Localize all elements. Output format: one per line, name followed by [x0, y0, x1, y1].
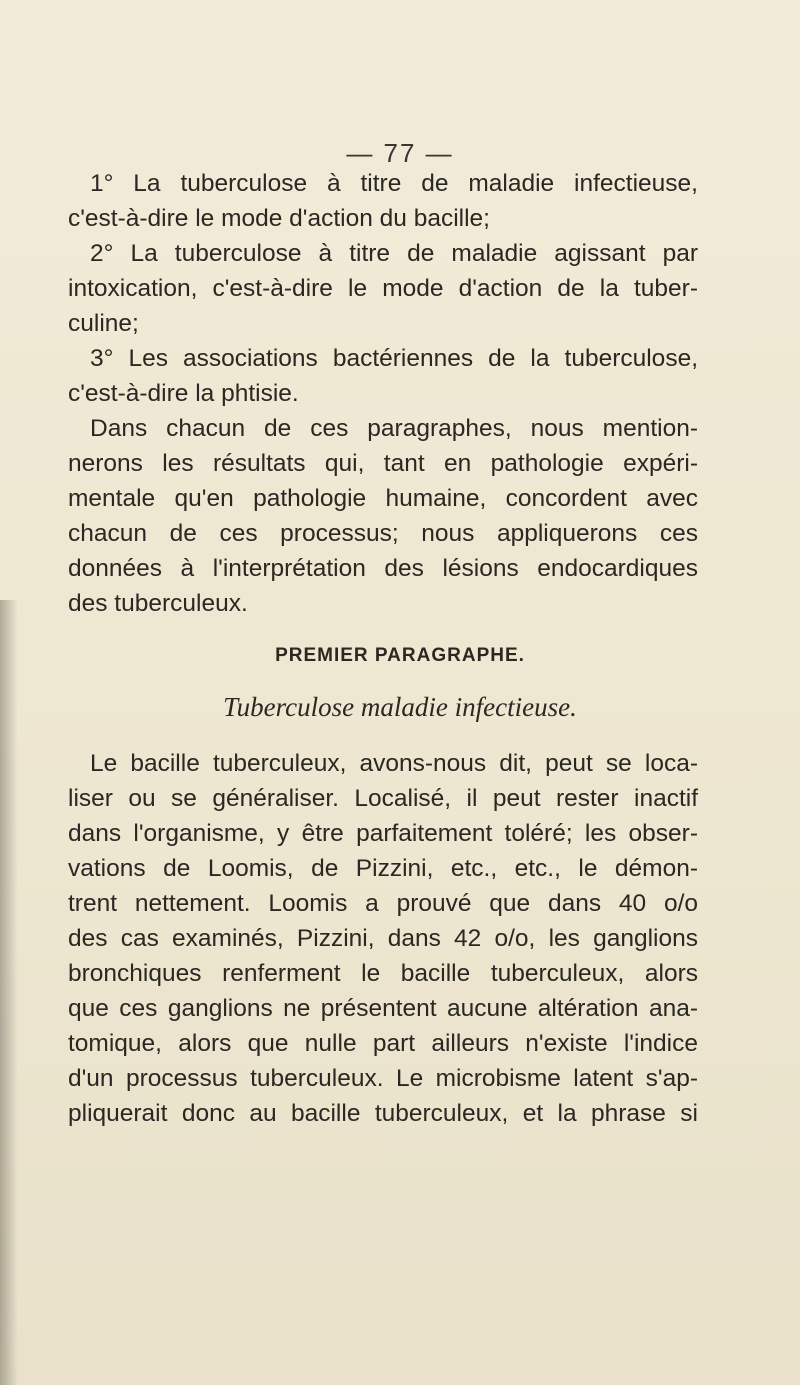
list-item-3-line-2: c'est-à-dire la phtisie. [68, 380, 299, 407]
intro-line: données à l'interprétation des lésions endocardiques [68, 555, 698, 582]
body-line: Le bacille tuberculeux, avons-nous dit, peut se loca- [90, 750, 698, 777]
intro-line: chacun de ces processus; nous appliquerons ces [68, 520, 698, 547]
enumerated-list [68, 166, 698, 411]
list-item-2-line-2: intoxication, c'est-à-dire le mode d'action de la tuber- [68, 275, 698, 302]
section-title: Tuberculose maladie infectieuse. [223, 692, 577, 722]
list-item-1-line-1: 1° La tuberculose à titre de maladie infectieuse, [90, 170, 698, 197]
intro-paragraph [68, 411, 698, 621]
body-line: bronchiques renferment le bacille tuberculeux, alors [68, 960, 698, 987]
intro-line: nerons les résultats qui, tant en pathologie expéri- [68, 450, 698, 477]
body-line: trent nettement. Loomis a prouvé que dans 40 o/o [68, 890, 698, 917]
list-item-2-line-3: culine; [68, 310, 139, 337]
list-item-2-line-1: 2° La tuberculose à titre de maladie agissant par [90, 240, 698, 267]
body-line: vations de Loomis, de Pizzini, etc., etc., le démon- [68, 855, 698, 882]
body-line: d'un processus tuberculeux. Le microbisme latent s'ap- [68, 1065, 698, 1092]
body-line: des cas examinés, Pizzini, dans 42 o/o, les ganglions [68, 925, 698, 952]
list-item-3-line-1: 3° Les associations bactériennes de la tuberculose, [90, 345, 698, 372]
body-line: pliquerait donc au bacille tuberculeux, et la phrase si [68, 1100, 698, 1127]
section-heading: PREMIER PARAGRAPHE. [275, 645, 525, 666]
intro-line: Dans chacun de ces paragraphes, nous mention- [90, 415, 698, 442]
page-number: — 77 — [346, 138, 454, 168]
body-line: liser ou se généraliser. Localisé, il peut rester inactif [68, 785, 698, 812]
body-paragraph [68, 746, 698, 1131]
body-line: dans l'organisme, y être parfaitement toléré; les obser- [68, 820, 698, 847]
list-item-1-line-2: c'est-à-dire le mode d'action du bacille; [68, 205, 490, 232]
body-line: tomique, alors que nulle part ailleurs n'existe l'indice [68, 1030, 698, 1057]
intro-line: des tuberculeux. [68, 590, 248, 617]
body-line: que ces ganglions ne présentent aucune altération ana- [68, 995, 698, 1022]
intro-line: mentale qu'en pathologie humaine, concordent avec [68, 485, 698, 512]
